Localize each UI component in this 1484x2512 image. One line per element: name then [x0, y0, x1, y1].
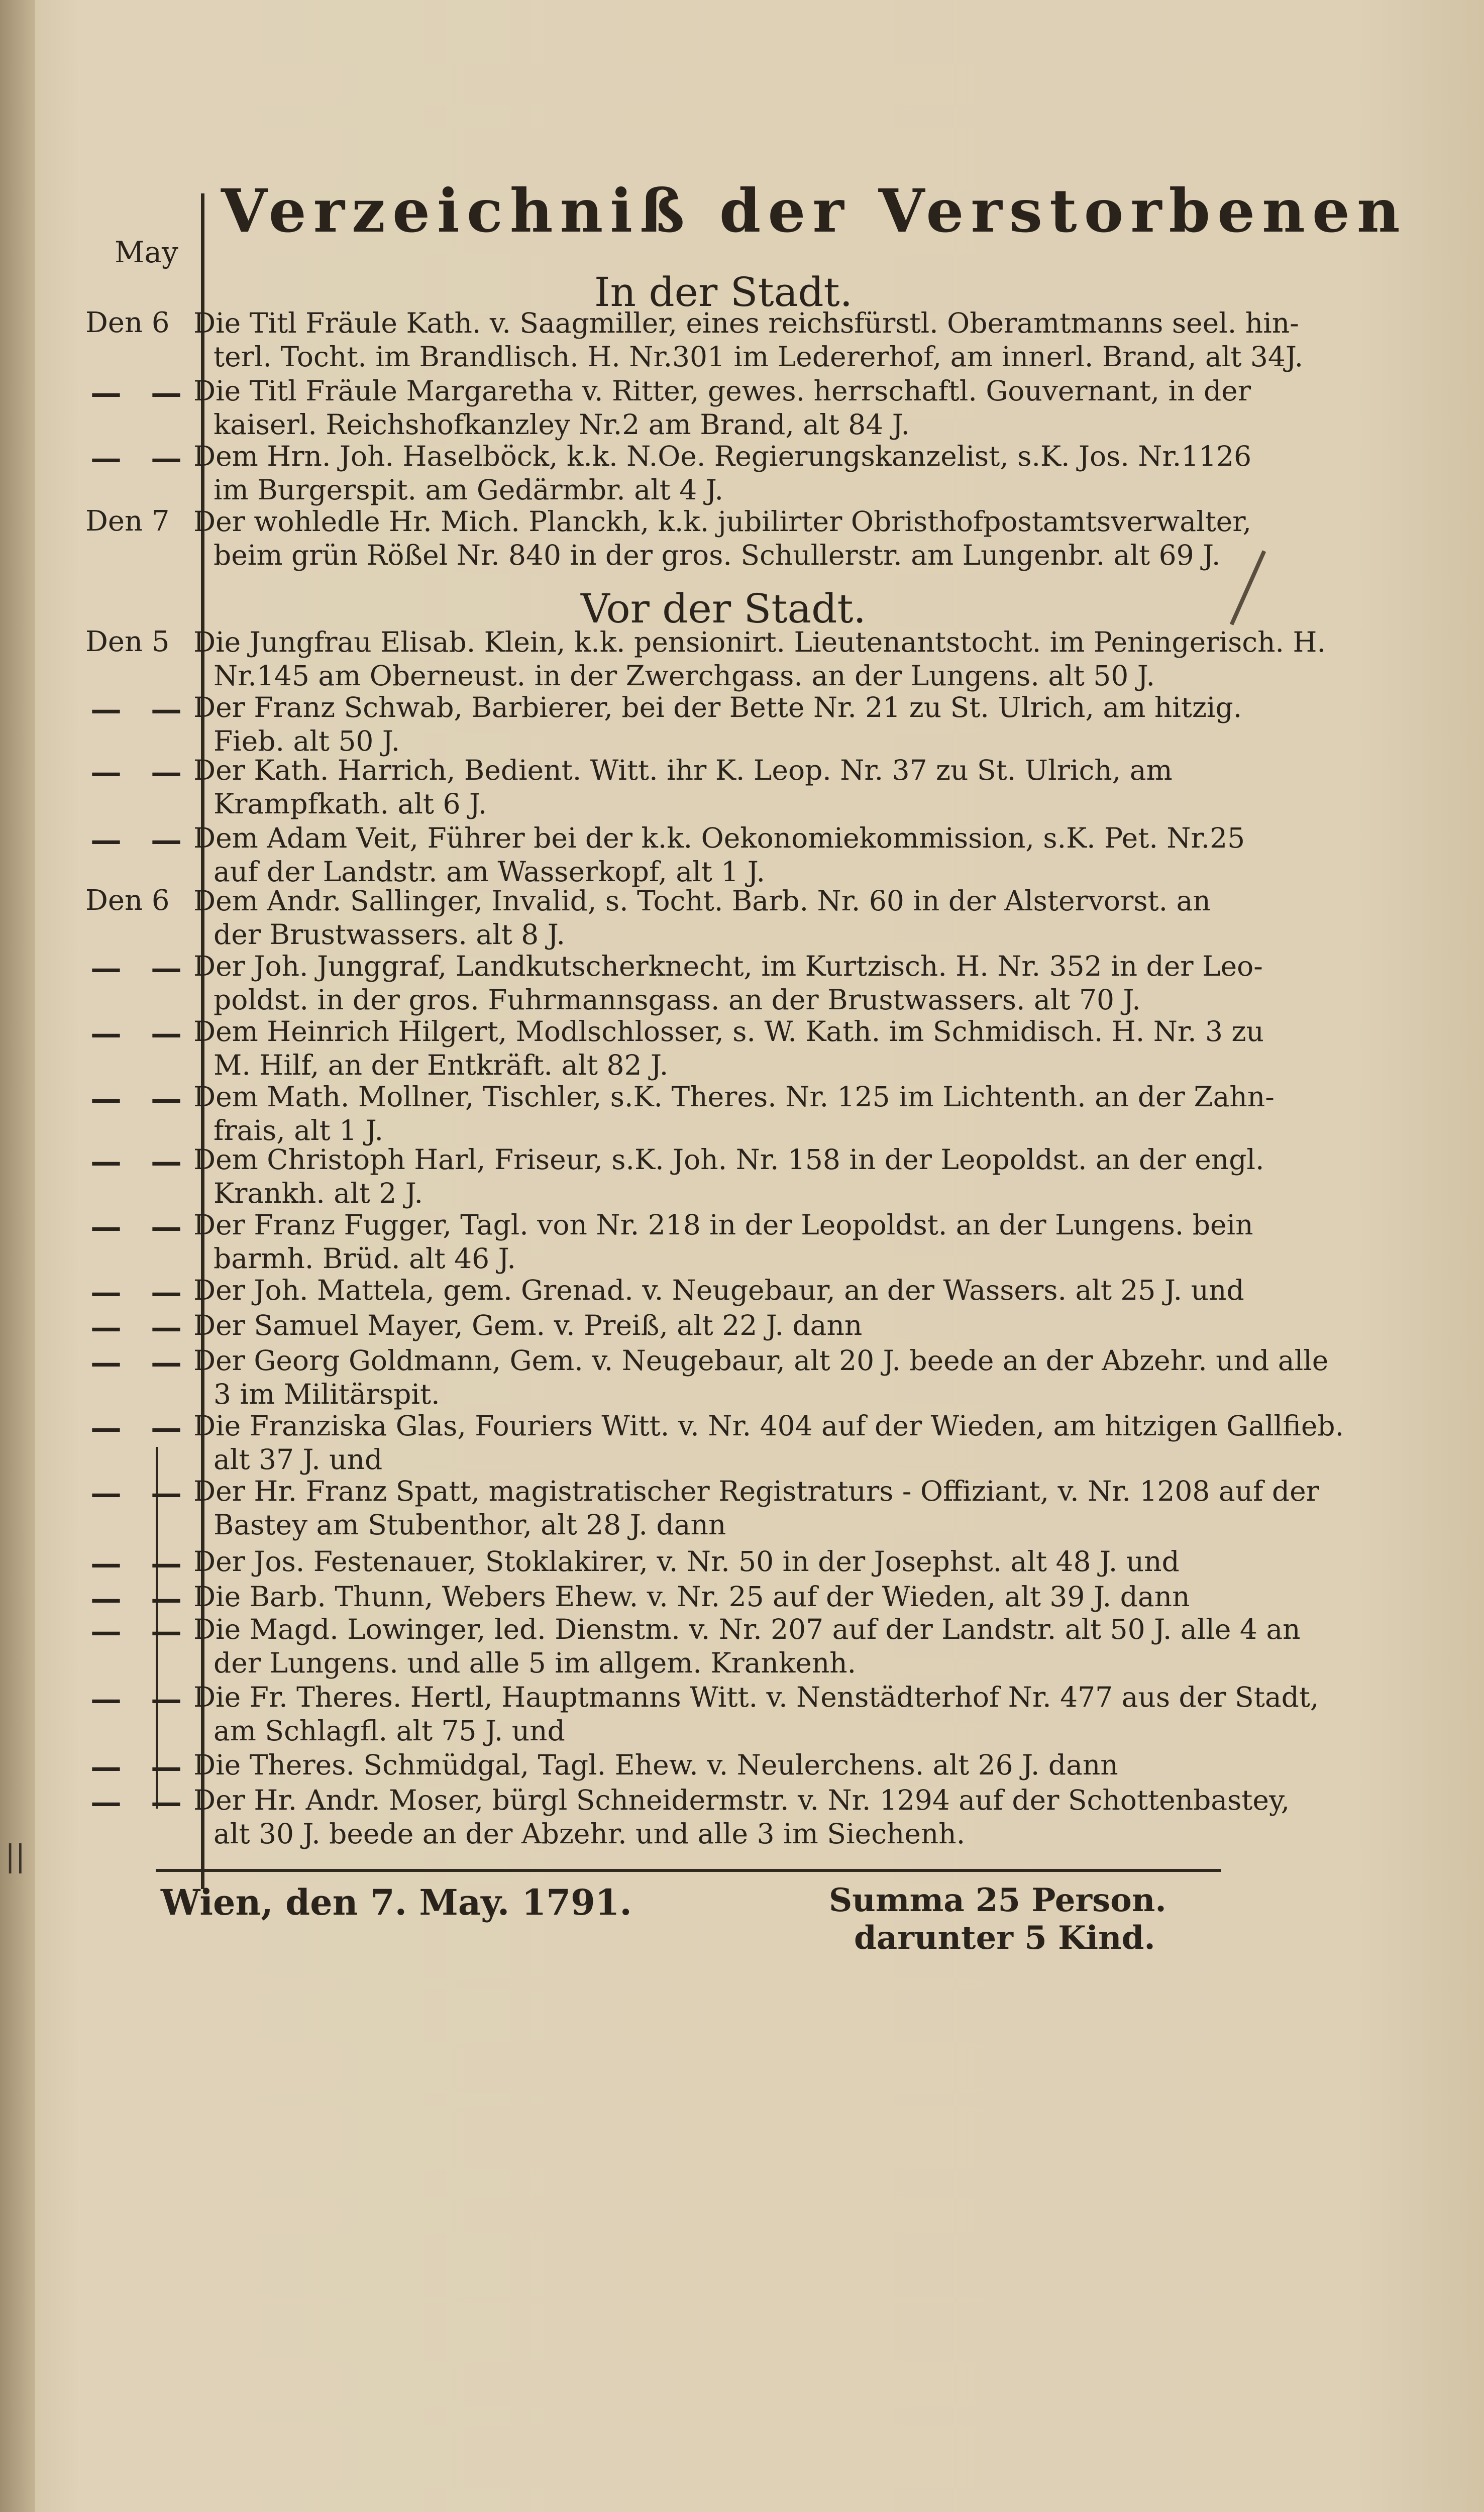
- entry-text: [193, 1274, 1244, 1307]
- entry-line-2: alt 30 J. beede an der Abzehr. und alle 3 im Siechenh.: [214, 1818, 966, 1850]
- entry-dash-a: —: [90, 1475, 122, 1511]
- entry-line-2: 3 im Militärspit.: [214, 1378, 440, 1410]
- entry-line-1: Die Jungfrau Elisab. Klein, k.k. pensionirt. Lieutenantstocht. im Peningerisch. H.: [193, 626, 1326, 658]
- entry-date: Den 6: [85, 884, 170, 917]
- entry-line-2: Krampfkath. alt 6 J.: [214, 788, 487, 820]
- margin-marks: ||: [5, 1839, 26, 1874]
- entry-dash-a: —: [90, 1613, 122, 1649]
- entry-dash-a: —: [90, 1784, 122, 1820]
- entry-line-2: alt 37 J. und: [214, 1443, 383, 1476]
- entry-text: [193, 1748, 1223, 1782]
- entry-dash-b: —: [151, 1475, 182, 1511]
- document-title: Verzeichniß der Verstorbenen: [221, 176, 1407, 246]
- footer-rule: [156, 1869, 1221, 1872]
- entry-text: [193, 821, 1245, 889]
- entry-dash-a: —: [90, 1309, 122, 1345]
- entry-line-1: Der Georg Goldmann, Gem. v. Neugebaur, alt 20 J. beede an der Abzehr. und alle: [193, 1344, 1329, 1377]
- entry-dash-a: —: [90, 1344, 122, 1381]
- entry-text: [193, 1580, 1223, 1614]
- entry-line-1: Der Hr. Andr. Moser, bürgl Schneidermstr. v. Nr. 1294 auf der Schottenbastey,: [193, 1784, 1290, 1816]
- entry-text: [193, 625, 1326, 693]
- entry-text: [193, 1015, 1264, 1082]
- entry-text: [193, 1208, 1253, 1276]
- binding-edge: [0, 0, 35, 2512]
- entry-line-1: Der Kath. Harrich, Bedient. Witt. ihr K. Leop. Nr. 37 zu St. Ulrich, am: [193, 754, 1173, 786]
- entry-dash-b: —: [151, 440, 182, 476]
- entry-dash-a: —: [90, 440, 122, 476]
- entry-dash-b: —: [151, 754, 182, 790]
- entry-dash-b: —: [151, 1080, 182, 1117]
- entry-line-2: frais, alt 1 J.: [214, 1114, 383, 1146]
- entry-dash-b: —: [151, 950, 182, 986]
- entry-text: [193, 440, 1252, 507]
- entry-text: [193, 1409, 1344, 1477]
- entry-line-1: Dem Christoph Harl, Friseur, s.K. Joh. Nr. 158 in der Leopoldst. an der engl.: [193, 1143, 1264, 1176]
- entry-line-1: Der Joh. Junggraf, Landkutscherknecht, im Kurtzisch. H. Nr. 352 in der Leo-: [193, 950, 1263, 982]
- entry-line-1: Dem Math. Mollner, Tischler, s.K. Theres. Nr. 125 im Lichtenth. an der Zahn-: [193, 1081, 1275, 1113]
- entry-line-2: Krankh. alt 2 J.: [214, 1177, 423, 1209]
- entry-text: [193, 374, 1251, 442]
- entry-dash-a: —: [90, 1580, 122, 1617]
- entry-text: [193, 1309, 1223, 1342]
- entry-line-1: Dem Hrn. Joh. Haselböck, k.k. N.Oe. Regierungskanzelist, s.K. Jos. Nr.1126: [193, 440, 1252, 472]
- entry-dash-a: —: [90, 1208, 122, 1245]
- entry-dash-a: —: [90, 1080, 122, 1117]
- entry-text: [193, 1080, 1275, 1147]
- entry-line-1: Die Fr. Theres. Hertl, Hauptmanns Witt. v. Nenstädterhof Nr. 477 aus der Stadt,: [193, 1681, 1319, 1713]
- entry-line-2: kaiserl. Reichshofkanzley Nr.2 am Brand, alt 84 J.: [214, 408, 910, 441]
- entry-dash-a: —: [90, 1545, 122, 1582]
- entry-text: [193, 1784, 1290, 1851]
- entry-dash-b: —: [151, 1681, 182, 1717]
- entry-dash-a: —: [90, 754, 122, 790]
- section-heading-stadt: In der Stadt.: [594, 269, 853, 316]
- entry-dash-b: —: [151, 1545, 182, 1582]
- entry-line-2: M. Hilf, an der Entkräft. alt 82 J.: [214, 1049, 669, 1081]
- entry-line-1: Der wohledle Hr. Mich. Planckh, k.k. jubilirter Obristhofpostamtsverwalter,: [193, 505, 1251, 538]
- entry-line-2: Fieb. alt 50 J.: [214, 725, 400, 757]
- entry-line-1: Dem Andr. Sallinger, Invalid, s. Tocht. Barb. Nr. 60 in der Alstervorst. an: [193, 885, 1211, 917]
- entry-date: Den 7: [85, 505, 170, 538]
- entry-dash-b: —: [151, 1143, 182, 1180]
- entry-text: [193, 306, 1304, 374]
- entry-dash-b: —: [151, 1409, 182, 1446]
- entry-dash-a: —: [90, 950, 122, 986]
- entry-text: [193, 1681, 1319, 1748]
- entry-text: [193, 1344, 1329, 1411]
- entry-line-2: Bastey am Stubenthor, alt 28 J. dann: [214, 1509, 726, 1541]
- entry-dash-b: —: [151, 1784, 182, 1820]
- entry-dash-b: —: [151, 821, 182, 858]
- entry-dash-a: —: [90, 1015, 122, 1052]
- entry-dash-a: —: [90, 1274, 122, 1310]
- place-date: Wien, den 7. May. 1791.: [161, 1881, 632, 1923]
- entry-text: [193, 754, 1223, 821]
- entry-dash-b: —: [151, 1309, 182, 1345]
- entry-line-2: Nr.145 am Oberneust. in der Zwerchgass. an der Lungens. alt 50 J.: [214, 660, 1155, 692]
- entry-line-1: Dem Heinrich Hilgert, Modlschlosser, s. W. Kath. im Schmidisch. H. Nr. 3 zu: [193, 1015, 1264, 1048]
- entry-line-2: terl. Tocht. im Brandlisch. H. Nr.301 im Ledererhof, am innerl. Brand, alt 34J.: [214, 341, 1304, 373]
- summa-total: Summa 25 Person.: [829, 1881, 1167, 1919]
- entry-dash-a: —: [90, 1409, 122, 1446]
- entry-text: [193, 884, 1223, 952]
- entry-dash-b: —: [151, 1208, 182, 1245]
- entry-text: [193, 1143, 1264, 1210]
- entry-dash-b: —: [151, 691, 182, 727]
- entry-dash-a: —: [90, 691, 122, 727]
- entry-line-2: beim grün Rößel Nr. 840 in der gros. Schullerstr. am Lungenbr. alt 69 J.: [214, 539, 1221, 571]
- entry-dash-b: —: [151, 374, 182, 411]
- entry-line-2: am Schlagfl. alt 75 J. und: [214, 1715, 565, 1747]
- entry-line-1: Der Samuel Mayer, Gem. v. Preiß, alt 22 J. dann: [193, 1309, 863, 1341]
- entry-text: [193, 1475, 1319, 1542]
- entry-line-1: Der Hr. Franz Spatt, magistratischer Registraturs - Offiziant, v. Nr. 1208 auf der: [193, 1475, 1319, 1507]
- entry-dash-a: —: [90, 1748, 122, 1785]
- entry-line-1: Die Titl Fräule Kath. v. Saagmiller, eines reichsfürstl. Oberamtmanns seel. hin-: [193, 307, 1299, 339]
- entry-text: [193, 691, 1242, 758]
- entry-dash-b: —: [151, 1344, 182, 1381]
- entry-date: Den 6: [85, 306, 170, 339]
- entry-line-1: Die Titl Fräule Margaretha v. Ritter, gewes. herrschaftl. Gouvernant, in der: [193, 375, 1251, 407]
- entry-dash-b: —: [151, 1015, 182, 1052]
- entry-dash-a: —: [90, 374, 122, 411]
- entry-text: [193, 1545, 1223, 1579]
- entry-dash-b: —: [151, 1580, 182, 1617]
- entry-line-1: Die Barb. Thunn, Webers Ehew. v. Nr. 25 auf der Wieden, alt 39 J. dann: [193, 1581, 1190, 1613]
- entry-line-1: Die Magd. Lowinger, led. Dienstm. v. Nr. 207 auf der Landstr. alt 50 J. alle 4 an: [193, 1613, 1301, 1645]
- entry-line-2: der Lungens. und alle 5 im allgem. Krankenh.: [214, 1647, 857, 1679]
- entry-line-2: der Brustwassers. alt 8 J.: [214, 918, 566, 951]
- entry-line-2: poldst. in der gros. Fuhrmannsgass. an der Brustwassers. alt 70 J.: [214, 984, 1141, 1016]
- entry-dash-b: —: [151, 1748, 182, 1785]
- entry-line-2: im Burgerspit. am Gedärmbr. alt 4 J.: [214, 474, 723, 506]
- month-label: May: [115, 235, 178, 269]
- entry-line-1: Dem Adam Veit, Führer bei der k.k. Oekonomiekommission, s.K. Pet. Nr.25: [193, 822, 1245, 854]
- entry-text: [193, 1613, 1301, 1680]
- entry-dash-a: —: [90, 1681, 122, 1717]
- entry-line-1: Der Jos. Festenauer, Stoklakirer, v. Nr. 50 in der Josephst. alt 48 J. und: [193, 1545, 1180, 1578]
- section-heading-vor-der-stadt: Vor der Stadt.: [581, 585, 866, 632]
- entry-dash-a: —: [90, 1143, 122, 1180]
- entry-line-1: Die Franziska Glas, Fouriers Witt. v. Nr. 404 auf der Wieden, am hitzigen Gallfieb.: [193, 1410, 1344, 1442]
- entry-dash-b: —: [151, 1274, 182, 1310]
- entry-line-1: Der Franz Fugger, Tagl. von Nr. 218 in der Leopoldst. an der Lungens. bein: [193, 1209, 1253, 1241]
- entry-text: [193, 505, 1251, 572]
- entry-dash-b: —: [151, 1613, 182, 1649]
- entry-line-1: Der Joh. Mattela, gem. Grenad. v. Neugebaur, an der Wassers. alt 25 J. und: [193, 1274, 1244, 1306]
- entry-line-1: Der Franz Schwab, Barbierer, bei der Bette Nr. 21 zu St. Ulrich, am hitzig.: [193, 691, 1242, 723]
- entry-line-2: auf der Landstr. am Wasserkopf, alt 1 J.: [214, 856, 766, 888]
- summa-children: darunter 5 Kind.: [854, 1919, 1155, 1957]
- entry-text: [193, 950, 1263, 1017]
- entry-line-2: barmh. Brüd. alt 46 J.: [214, 1242, 516, 1275]
- entry-line-1: Die Theres. Schmüdgal, Tagl. Ehew. v. Neulerchens. alt 26 J. dann: [193, 1749, 1118, 1781]
- entry-date: Den 5: [85, 625, 170, 658]
- entry-dash-a: —: [90, 821, 122, 858]
